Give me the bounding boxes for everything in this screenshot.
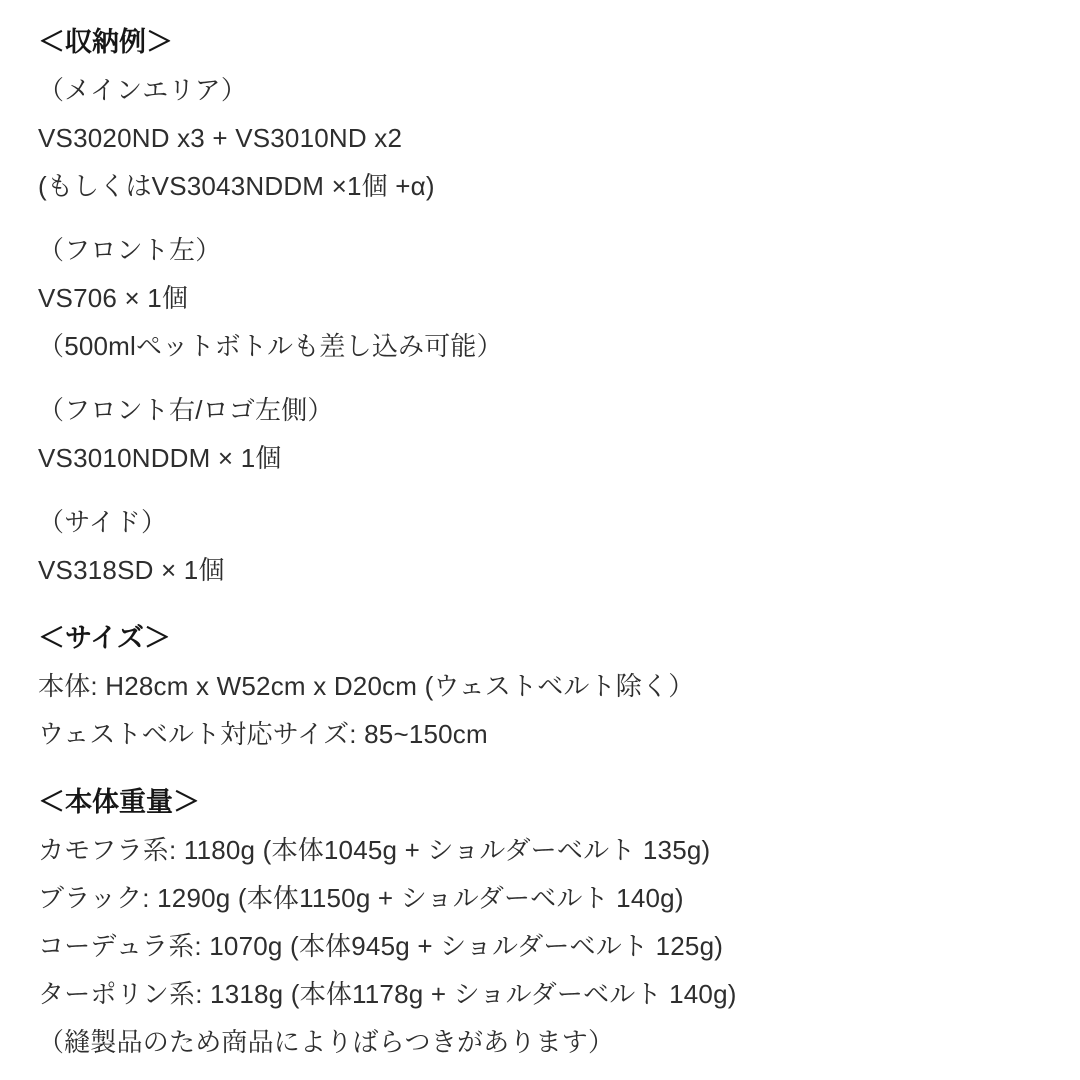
weight-line-camo: カモフラ系: 1180g (本体1045g + ショルダーベルト 135g) [38,835,711,865]
storage-group-side [38,498,1050,594]
storage-heading: ＜収納例＞ [38,27,173,57]
group-item: VS3010NDDM × 1個 [38,443,282,473]
group-location: （フロント右/ロゴ左側） [38,395,334,425]
size-waist-belt-range: ウェストベルト対応サイズ: 85~150cm [38,719,488,749]
size-heading: ＜サイズ＞ [38,623,171,653]
storage-group-front-left [38,226,1050,370]
weight-section [38,778,1050,1066]
storage-group-front-right [38,386,1050,482]
size-section [38,614,1050,758]
group-item: (もしくはVS3043NDDM ×1個 +α) [38,171,435,201]
storage-group-main-area [38,66,1050,210]
group-location: （フロント左） [38,235,222,265]
weight-line-tarpaulin: ターポリン系: 1318g (本体1178g + ショルダーベルト 140g) [38,979,737,1009]
weight-line-cordura: コーデュラ系: 1070g (本体945g + ショルダーベルト 125g) [38,931,724,961]
group-item: VS706 × 1個 [38,283,189,313]
weight-heading: ＜本体重量＞ [38,787,200,817]
group-location: （メインエリア） [38,75,248,105]
group-location: （サイド） [38,507,168,537]
group-item: VS318SD × 1個 [38,555,225,585]
group-item: （500mlペットボトルも差し込み可能） [38,331,503,361]
weight-line-black: ブラック: 1290g (本体1150g + ショルダーベルト 140g) [38,883,684,913]
size-body-dimensions: 本体: H28cm x W52cm x D20cm (ウェストベルト除く） [38,671,695,701]
weight-variance-note: （縫製品のため商品によりばらつきがあります） [38,1027,615,1057]
storage-section [38,18,1050,594]
group-item: VS3020ND x3 + VS3010ND x2 [38,123,403,153]
